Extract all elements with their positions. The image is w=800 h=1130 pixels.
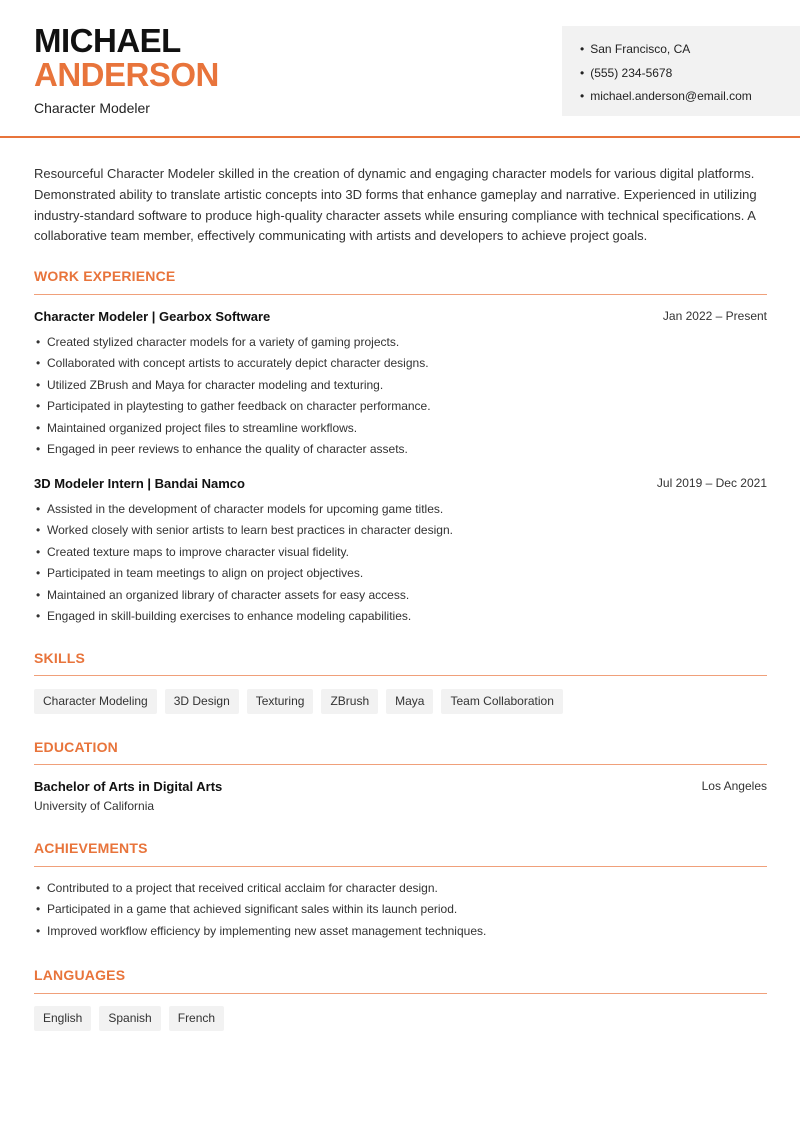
- job-dates: Jan 2022 – Present: [662, 309, 767, 323]
- job-entry-header: [34, 476, 767, 494]
- education-location: Los Angeles: [701, 779, 767, 793]
- contact-email: • michael.anderson@email.com: [580, 85, 800, 109]
- section-divider: [34, 764, 767, 765]
- section-divider: [34, 675, 767, 676]
- section-title-education: EDUCATION: [34, 739, 118, 755]
- language-tag: Spanish: [99, 1006, 160, 1031]
- achievements-list: [34, 878, 486, 942]
- list-item: • Created stylized character models for a variety of gaming projects.: [34, 332, 431, 353]
- list-item: • Created texture maps to improve character visual fidelity.: [34, 542, 453, 563]
- education-degree: Bachelor of Arts in Digital Arts: [34, 779, 223, 794]
- contact-phone: • (555) 234-5678: [580, 62, 800, 86]
- job-role: 3D Modeler Intern | Bandai Namco: [34, 476, 245, 491]
- section-title-work: WORK EXPERIENCE: [34, 268, 176, 284]
- job-bullet-list: [34, 499, 453, 627]
- last-name: ANDERSON: [34, 56, 219, 93]
- skill-tag: Character Modeling: [34, 689, 157, 714]
- language-tag: French: [169, 1006, 224, 1031]
- list-item: • Improved workflow efficiency by implementing new asset management techniques.: [34, 921, 486, 942]
- job-role: Character Modeler | Gearbox Software: [34, 309, 271, 324]
- list-item: • Assisted in the development of character models for upcoming game titles.: [34, 499, 453, 520]
- list-item: • Participated in team meetings to align on project objectives.: [34, 563, 453, 584]
- skill-tag: Team Collaboration: [441, 689, 562, 714]
- list-item: • Maintained an organized library of character assets for easy access.: [34, 585, 453, 606]
- skills-list: [34, 689, 563, 714]
- list-item: • Contributed to a project that received critical acclaim for character design.: [34, 878, 486, 899]
- job-bullet-list: [34, 332, 431, 460]
- contact-box: [562, 26, 800, 116]
- skill-tag: 3D Design: [165, 689, 239, 714]
- job-entry-header: [34, 309, 767, 327]
- section-title-achievements: ACHIEVEMENTS: [34, 840, 148, 856]
- list-item: • Collaborated with concept artists to accurately depict character designs.: [34, 353, 431, 374]
- job-dates: Jul 2019 – Dec 2021: [656, 476, 767, 490]
- section-title-skills: SKILLS: [34, 650, 85, 666]
- job-title: Character Modeler: [34, 100, 150, 116]
- list-item: • Participated in playtesting to gather feedback on character performance.: [34, 396, 431, 417]
- skill-tag: Maya: [386, 689, 433, 714]
- languages-list: [34, 1006, 224, 1031]
- list-item: • Engaged in peer reviews to enhance the quality of character assets.: [34, 439, 431, 460]
- list-item: • Worked closely with senior artists to learn best practices in character design.: [34, 520, 453, 541]
- contact-location: • San Francisco, CA: [580, 38, 800, 62]
- section-title-languages: LANGUAGES: [34, 967, 126, 983]
- list-item: • Maintained organized project files to streamline workflows.: [34, 418, 431, 439]
- first-name: MICHAEL: [34, 22, 181, 59]
- language-tag: English: [34, 1006, 91, 1031]
- candidate-name: [34, 24, 219, 92]
- summary-paragraph: Resourceful Character Modeler skilled in the creation of dynamic and engaging character models for various digital platforms. Demonstrated ability to translate artistic concepts into 3D forms that enhance gameplay and narrative. Experienced in utilizing industry-standard software to produce high-quality character assets while ensuring compliance with technical specifications. A collaborative team member, effectively communicating with artists and developers to achieve project goals.: [34, 166, 757, 244]
- list-item: • Engaged in skill-building exercises to enhance modeling capabilities.: [34, 606, 453, 627]
- list-item: • Participated in a game that achieved significant sales within its launch period.: [34, 899, 486, 920]
- list-item: • Utilized ZBrush and Maya for character modeling and texturing.: [34, 375, 431, 396]
- skill-tag: Texturing: [247, 689, 314, 714]
- section-divider: [34, 993, 767, 994]
- skill-tag: ZBrush: [321, 689, 378, 714]
- resume-header: [0, 0, 800, 138]
- section-divider: [34, 294, 767, 295]
- education-school: University of California: [34, 799, 155, 813]
- section-divider: [34, 866, 767, 867]
